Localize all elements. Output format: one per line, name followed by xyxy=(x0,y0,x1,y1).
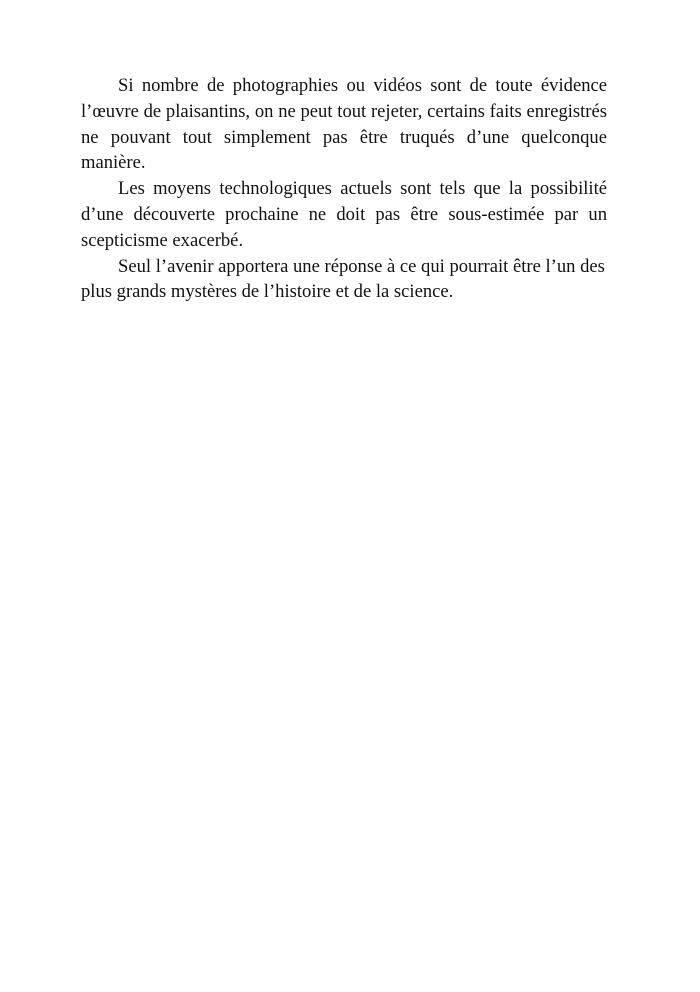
paragraph-3: Seul l’avenir apportera une réponse à ce qui pourrait être l’un des plus grands mystères de l’histoire et de la science. xyxy=(81,255,605,303)
paragraph-2: Les moyens technologiques actuels sont tels que la possibilité d’une découverte prochaine ne doit pas être sous-estimée par un scepticisme exacerbé. xyxy=(81,178,607,251)
body-text xyxy=(81,73,607,305)
paragraph-1: Si nombre de photographies ou vidéos sont de toute évidence l’œuvre de plaisantins, on ne peut tout rejeter, certains faits enregistrés ne pouvant tout simplement pas être truqués d’une quelconque manière. xyxy=(81,75,607,174)
